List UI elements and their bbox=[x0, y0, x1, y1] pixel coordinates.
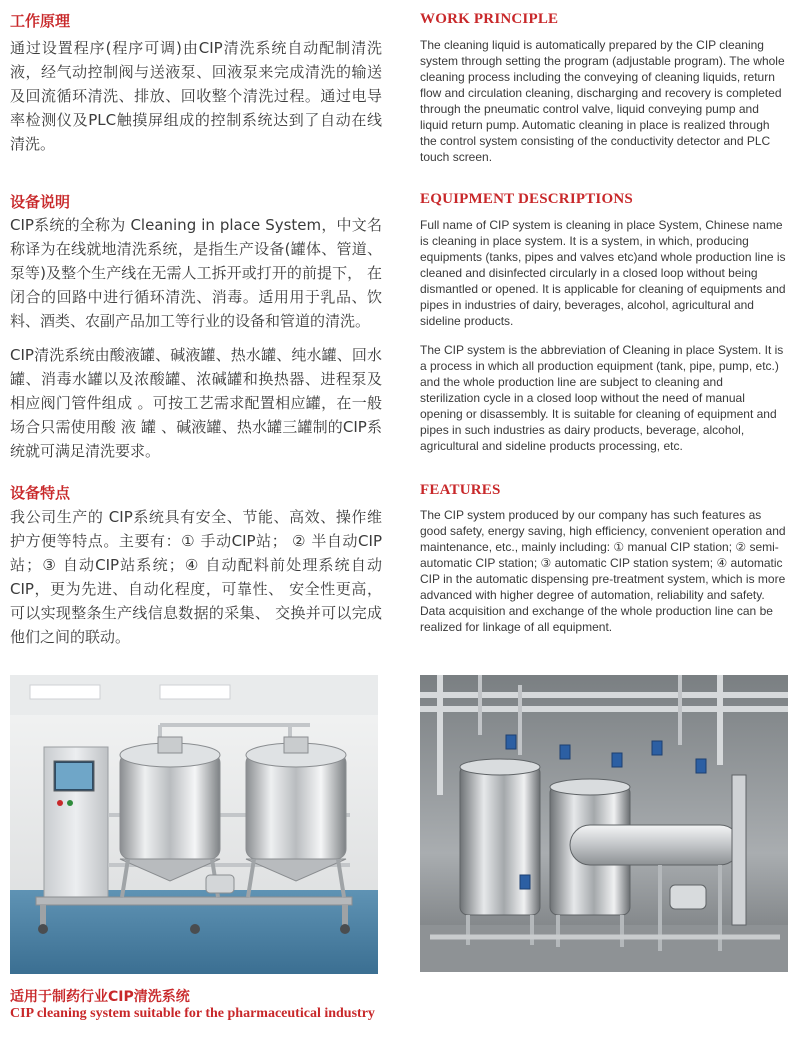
principle-text-cn: 通过设置程序(程序可调)由CIP清洗系统自动配制清洗液，经气动控制阀与送液泵、回液泵来完成清洗的输送及回流循环清洗、排放、回收整个清洗过程。通过电导率检测仪及PLC触摸屏组成的控制系统达到了自动在线清洗。 bbox=[10, 39, 382, 153]
description-text-en-1: Full name of CIP system is cleaning in place System, Chinese name is cleaning in place system. It is a system, in which, producing equipments (tanks, pipes and valves etc)and whole production line is cleaned and disinfected circularly in a closed loop without being dismantled or opened. It is applicable for cleaning of equipments and pipes in industries of dairy, beverages, alcohol, agricultural and sideline products. bbox=[420, 218, 786, 328]
description-text-cn-2: CIP清洗系统由酸液罐、碱液罐、热水罐、纯水罐、回水罐、消毒水罐以及浓酸罐、浓碱罐和换热器、进程泵及相应阀门管件组成 。可按工艺需求配置相应罐，在一般场合只需使用酸 液 罐 、碱液罐、热水罐三罐制的CIP系统就可满足清洗要求。 bbox=[10, 346, 382, 460]
description-text-en-2: The CIP system is the abbreviation of Cleaning in place System. It is a process in which all production equipment (tank, pipe, pump, etc.) and the whole production line are subject to cleaning and sterilization cycle in a closed loop without the need of manual opening or disassembly. It is suitable for cleaning of equipment and pipes in such industries as dairy products, beverage, alcohol, agricultural and sideline products processing, etc. bbox=[420, 343, 784, 453]
features-text-cn: 我公司生产的 CIP系统具有安全、节能、高效、操作维护方便等特点。主要有：① 手动CIP站； ② 半自动CIP站；③ 自动CIP站系统；④ 自动配料前处理系统自动CIP，更为先进、自动化程度，可靠性、 安全性更高， 可以实现整条生产线信息数据的采集、 交换并可以完成他们之间的联动。 bbox=[10, 508, 382, 646]
section-title-description-en: EQUIPMENT DESCRIPTIONS bbox=[420, 191, 633, 207]
features-text-en: The CIP system produced by our company has such features as good safety, energy saving, high efficiency, convenient operation and maintenance, etc., mainly including: ① manual CIP station; ② semi-automatic CIP station; ③ automatic CIP station system; ④ automatic CIP in the automatic dispensing pre-treatment system, which is more advanced with higher degree of automation, reliability and safety. Data acquisition and exchange of the whole production line can be realized for linkage of all equipment. bbox=[420, 508, 786, 634]
section-title-features-cn: 设备特点 bbox=[10, 484, 71, 502]
principle-text-en: The cleaning liquid is automatically prepared by the CIP cleaning system through setting the program (adjustable program). The whole cleaning process including the conveying of cleaning liquids, return flow and circulation cleaning, discharging and recovery is completed through the pneumatic control valve, liquid conveying pump and liquid return pump. Automatic cleaning in place is realized through the control system consisting of the conductivity detector and PLC touch screen. bbox=[420, 38, 785, 164]
section-title-principle-cn: 工作原理 bbox=[10, 12, 71, 30]
photo-two-tank-cip-unit bbox=[10, 675, 378, 974]
section-title-description-cn: 设备说明 bbox=[10, 193, 71, 211]
caption-cn: 适用于制药行业CIP清洗系统 bbox=[10, 989, 190, 1005]
section-title-principle-en: WORK PRINCIPLE bbox=[420, 11, 559, 27]
photo-cip-plant-piping bbox=[420, 675, 788, 972]
section-title-features-en: FEATURES bbox=[420, 482, 501, 498]
description-text-cn-1: CIP系统的全称为 Cleaning in place System，中文名称译为在线就地清洗系统，是指生产设备(罐体、管道、泵等)及整个生产线在无需人工拆开或打开的前提下， 在闭合的回路中进行循环清洗、消毒。适用用于乳品、饮料、酒类、农副产品加工等行业的设备和管道的清洗。 bbox=[10, 216, 382, 330]
caption-en: CIP cleaning system suitable for the pharmaceutical industry bbox=[10, 1006, 375, 1021]
